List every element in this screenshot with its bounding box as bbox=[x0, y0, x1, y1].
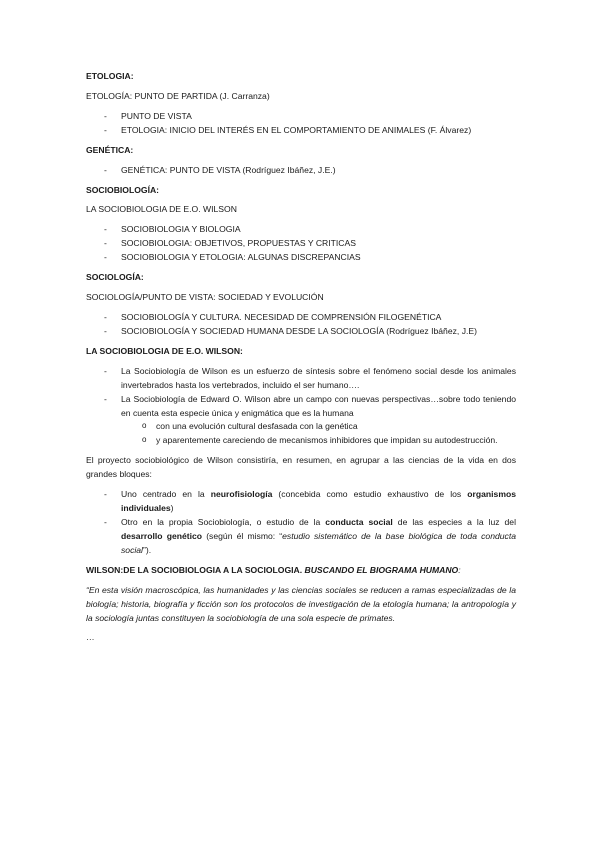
heading-genetica: GENÉTICA: bbox=[86, 144, 134, 155]
bold-term: organismos individuales bbox=[121, 489, 516, 514]
list-item: - SOCIOBIOLOGIA: OBJETIVOS, PROPUESTAS Y CRITICAS bbox=[86, 237, 516, 251]
list-item: - SOCIOBIOLOGÍA Y SOCIEDAD HUMANA DESDE LA SOCIOLOGÍA (Rodríguez Ibáñez, J.E) bbox=[86, 325, 516, 339]
list-bloques bbox=[86, 488, 516, 558]
subtitle-sociologia: SOCIOLOGÍA/PUNTO DE VISTA: SOCIEDAD Y EVOLUCIÓN bbox=[86, 292, 324, 303]
heading-etologia: ETOLOGIA: bbox=[86, 71, 134, 81]
list-item bbox=[86, 393, 516, 449]
text-run: Otro en la propia Sociobiología, o estudio de la bbox=[121, 516, 326, 527]
bold-term: neurofisiología bbox=[210, 489, 273, 500]
heading-sociobiologia: SOCIOBIOLOGÍA: bbox=[86, 184, 160, 195]
italic-definition: estudio sistemático de la base biológica de toda conducta social bbox=[121, 530, 516, 555]
text-run: (concebida como estudio exhaustivo de los bbox=[272, 489, 468, 500]
text-run: de las especies a la luz del bbox=[392, 516, 516, 527]
paragraph-proyecto: El proyecto sociobiológico de Wilson consistiría, en resumen, en agrupar a las ciencias de la vida en dos grandes bloques: bbox=[86, 455, 516, 480]
heading-part: WILSON:DE LA SOCIOBIOLOGIA A LA SOCIOLOGIA. bbox=[86, 564, 305, 575]
list-item-text: La Sociobiología de Edward O. Wilson abre un campo con nuevas perspectivas…sobre todo teniendo en cuenta esta especie única y enigmática que es la humana bbox=[121, 393, 516, 418]
list-item: - La Sociobiología de Wilson es un esfuerzo de síntesis sobre el fenómeno social desde los animales invertebrados hasta los vertebrados, incluido el ser humano…. bbox=[86, 365, 516, 393]
text-run: (según él mismo: “ bbox=[202, 530, 283, 541]
list-item: - GENÉTICA: PUNTO DE VISTA (Rodríguez Ibáñez, J.E.) bbox=[86, 164, 516, 178]
subtitle-sociobiologia: LA SOCIOBIOLOGIA DE E.O. WILSON bbox=[86, 204, 237, 215]
list-wilson bbox=[86, 365, 516, 449]
heading-part-italic: BUSCANDO EL BIOGRAMA HUMANO bbox=[304, 564, 459, 575]
list-etologia bbox=[86, 110, 516, 138]
list-item: - SOCIOBIOLOGÍA Y CULTURA. NECESIDAD DE COMPRENSIÓN FILOGENÉTICA bbox=[86, 311, 516, 325]
sublist-wilson bbox=[121, 420, 516, 448]
sub-list-item: o con una evolución cultural desfasada con la genética bbox=[121, 420, 516, 434]
document-page bbox=[86, 70, 516, 645]
bold-term: desarrollo genético bbox=[121, 530, 203, 541]
list-item: - PUNTO DE VISTA bbox=[86, 110, 516, 124]
sub-list-item: o y aparentemente careciendo de mecanismos inhibidores que impidan su autodestrucción. bbox=[121, 434, 516, 448]
list-item: - ETOLOGIA: INICIO DEL INTERÉS EN EL COMPORTAMIENTO DE ANIMALES (F. Álvarez) bbox=[86, 124, 516, 138]
heading-colon: : bbox=[458, 564, 461, 575]
list-sociobiologia bbox=[86, 223, 516, 265]
quote-wilson: “En esta visión macroscópica, las humanidades y las ciencias sociales se reducen a ramas especializadas de la biología; historia, biografía y ficción son los protocolos de investigación de la etología humana; la antropología y la sociología juntas constituyen la sociobiología de una sola especie de primates. bbox=[86, 584, 516, 623]
ellipsis: … bbox=[86, 632, 95, 643]
list-sociologia bbox=[86, 311, 516, 339]
text-run: Uno centrado en la bbox=[121, 489, 211, 500]
list-item-bloque-2 bbox=[86, 516, 516, 558]
list-item: - SOCIOBIOLOGIA Y ETOLOGIA: ALGUNAS DISCREPANCIAS bbox=[86, 251, 516, 265]
text-run: ) bbox=[170, 503, 174, 514]
list-item-bloque-1 bbox=[86, 488, 516, 516]
bold-term: conducta social bbox=[325, 516, 393, 527]
heading-biograma bbox=[86, 564, 516, 578]
subtitle-etologia: ETOLOGÍA: PUNTO DE PARTIDA (J. Carranza) bbox=[86, 90, 270, 101]
heading-sociologia: SOCIOLOGÍA: bbox=[86, 272, 144, 283]
heading-wilson: LA SOCIOBIOLOGIA DE E.O. WILSON: bbox=[86, 345, 243, 356]
text-run: ”). bbox=[142, 544, 152, 555]
list-item: - SOCIOBIOLOGIA Y BIOLOGIA bbox=[86, 223, 516, 237]
list-genetica bbox=[86, 164, 516, 178]
